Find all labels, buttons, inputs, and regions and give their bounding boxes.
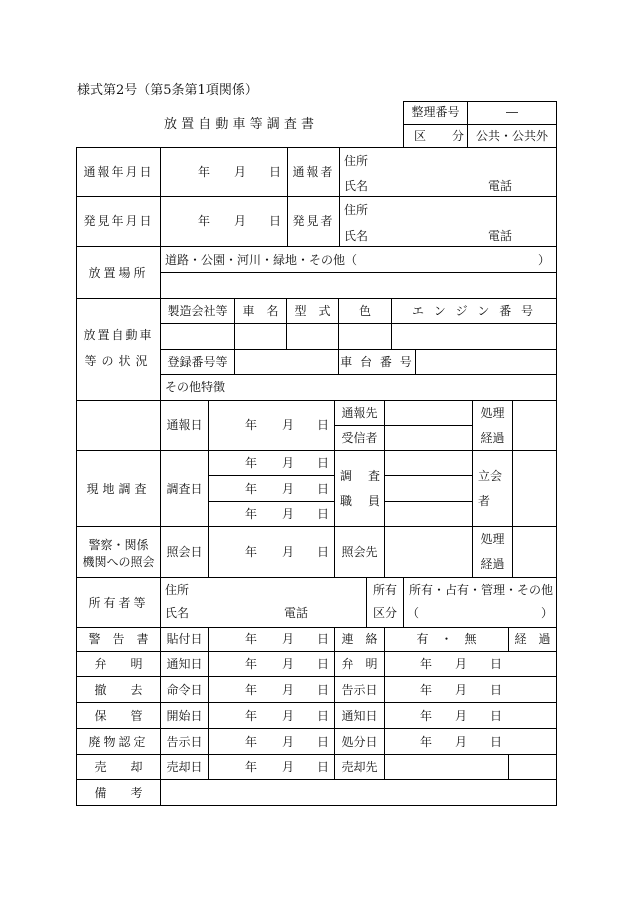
waste-cert-month: 月 bbox=[282, 735, 295, 749]
survey-date-label: 調査日 bbox=[166, 482, 203, 496]
sale-month: 月 bbox=[282, 760, 295, 774]
owner-class-open-paren: （ bbox=[407, 606, 420, 620]
owner-class-close-paren: ） bbox=[541, 606, 554, 620]
survey-row3-month: 月 bbox=[282, 507, 295, 521]
waste-cert-label: 廃物認定 bbox=[88, 735, 149, 749]
notify-year: 年 bbox=[245, 418, 258, 432]
storage-mid-month: 月 bbox=[455, 709, 468, 723]
survey-staff-label-1b: 査 bbox=[368, 469, 381, 483]
explanation-mid-label: 弁 明 bbox=[341, 657, 378, 671]
warning-day: 日 bbox=[317, 632, 330, 646]
other-features-label: その他特徴 bbox=[165, 380, 226, 394]
storage-mid-label: 通知日 bbox=[341, 709, 378, 723]
owner-class-label-2: 区分 bbox=[372, 606, 397, 620]
survey-row2-year: 年 bbox=[245, 482, 258, 496]
owner-class-label-1: 所有 bbox=[372, 583, 397, 597]
color-header: 色 bbox=[358, 304, 371, 318]
kubun-label-1: 区 bbox=[414, 129, 427, 143]
storage-mid-year: 年 bbox=[420, 709, 433, 723]
kubun-value: 公共・公共外 bbox=[475, 129, 548, 143]
survey-witness-label-2: 者 bbox=[478, 494, 491, 508]
vehicle-label-1: 放置自動車 bbox=[83, 328, 154, 342]
waste-cert-mid-year: 年 bbox=[420, 735, 433, 749]
police-year: 年 bbox=[245, 545, 258, 559]
removal-date-label: 命令日 bbox=[166, 683, 203, 697]
discovery-date-label: 発見年月日 bbox=[83, 214, 154, 228]
warning-date-label: 貼付日 bbox=[166, 632, 203, 646]
discovery-month: 月 bbox=[234, 214, 247, 228]
explanation-mid-month: 月 bbox=[455, 657, 468, 671]
removal-mid-label: 告示日 bbox=[341, 683, 378, 697]
seiri-label: 整理番号 bbox=[411, 105, 460, 119]
page-title: 放 置 自 動 車 等 調 査 書 bbox=[164, 117, 315, 132]
report-month: 月 bbox=[234, 165, 247, 179]
vehicle-label-2: 等の状況 bbox=[84, 354, 153, 368]
removal-label: 撤 去 bbox=[94, 683, 143, 697]
survey-staff-label-2b: 員 bbox=[368, 494, 381, 508]
sale-dest-label: 売却先 bbox=[341, 760, 378, 774]
police-day: 日 bbox=[317, 545, 330, 559]
waste-cert-year: 年 bbox=[245, 735, 258, 749]
discovery-year: 年 bbox=[198, 214, 211, 228]
explanation-label: 弁 明 bbox=[94, 657, 143, 671]
survey-row1-month: 月 bbox=[282, 456, 295, 470]
report-year: 年 bbox=[198, 165, 211, 179]
report-day: 日 bbox=[269, 165, 282, 179]
engine-number-header: エ ン ジ ン 番 号 bbox=[411, 304, 537, 318]
explanation-mid-year: 年 bbox=[420, 657, 433, 671]
removal-mid-year: 年 bbox=[420, 683, 433, 697]
discoverer-label: 発見者 bbox=[292, 214, 335, 228]
waste-cert-date-label: 告示日 bbox=[166, 735, 203, 749]
explanation-mid-day: 日 bbox=[490, 657, 503, 671]
sale-year: 年 bbox=[245, 760, 258, 774]
survey-row3-day: 日 bbox=[317, 507, 330, 521]
removal-month: 月 bbox=[282, 683, 295, 697]
storage-label: 保 管 bbox=[94, 709, 143, 723]
owner-label: 所有者等 bbox=[88, 596, 149, 610]
reporter-phone-label: 電話 bbox=[488, 179, 513, 193]
reporter-label: 通報者 bbox=[292, 165, 335, 179]
survey-row2-month: 月 bbox=[282, 482, 295, 496]
reporter-address-label: 住所 bbox=[344, 154, 369, 168]
warning-year: 年 bbox=[245, 632, 258, 646]
waste-cert-mid-day: 日 bbox=[490, 735, 503, 749]
discoverer-phone-label: 電話 bbox=[488, 229, 513, 243]
survey-label: 現地調査 bbox=[86, 482, 151, 496]
removal-year: 年 bbox=[245, 683, 258, 697]
car-name-header: 車 名 bbox=[242, 304, 279, 318]
place-label: 放置場所 bbox=[88, 266, 149, 280]
warning-month: 月 bbox=[282, 632, 295, 646]
waste-cert-mid-month: 月 bbox=[455, 735, 468, 749]
explanation-date-label: 通知日 bbox=[166, 657, 203, 671]
report-date-label: 通報年月日 bbox=[83, 165, 154, 179]
waste-cert-mid-label: 処分日 bbox=[341, 735, 378, 749]
owner-class-options: 所有・占有・管理・その他 bbox=[409, 583, 554, 597]
explanation-day: 日 bbox=[317, 657, 330, 671]
police-date-label: 照会日 bbox=[166, 545, 203, 559]
seiri-value: ― bbox=[506, 105, 518, 119]
police-label-1: 警察・関係 bbox=[88, 538, 149, 552]
police-dest-label: 照会先 bbox=[341, 545, 378, 559]
storage-day: 日 bbox=[317, 709, 330, 723]
survey-witness-label-1: 立会 bbox=[478, 469, 503, 483]
notify-month: 月 bbox=[282, 418, 295, 432]
removal-mid-month: 月 bbox=[455, 683, 468, 697]
warning-progress-label: 経 過 bbox=[514, 632, 551, 646]
police-label-2: 機関への照会 bbox=[82, 555, 155, 569]
sale-day: 日 bbox=[317, 760, 330, 774]
owner-phone-label: 電話 bbox=[284, 606, 309, 620]
discoverer-name-label: 氏名 bbox=[344, 229, 369, 243]
survey-row3-year: 年 bbox=[245, 507, 258, 521]
notify-process-label-1: 処理 bbox=[480, 406, 505, 420]
removal-day: 日 bbox=[317, 683, 330, 697]
discovery-day: 日 bbox=[269, 214, 282, 228]
sale-label: 売 却 bbox=[94, 760, 143, 774]
explanation-year: 年 bbox=[245, 657, 258, 671]
storage-year: 年 bbox=[245, 709, 258, 723]
survey-row2-day: 日 bbox=[317, 482, 330, 496]
maker-header: 製造会社等 bbox=[167, 304, 228, 318]
storage-month: 月 bbox=[282, 709, 295, 723]
place-options: 道路・公園・河川・緑地・その他（ bbox=[165, 253, 358, 267]
explanation-month: 月 bbox=[282, 657, 295, 671]
contact-label: 連 絡 bbox=[341, 632, 378, 646]
notify-date-label: 通報日 bbox=[166, 418, 203, 432]
storage-mid-day: 日 bbox=[490, 709, 503, 723]
notify-dest-label: 通報先 bbox=[341, 406, 378, 420]
owner-name-label: 氏名 bbox=[165, 606, 190, 620]
survey-row1-year: 年 bbox=[245, 456, 258, 470]
remarks-label: 備 考 bbox=[94, 786, 143, 800]
notify-day: 日 bbox=[317, 418, 330, 432]
reporter-name-label: 氏名 bbox=[344, 179, 369, 193]
chassis-number-label: 車 台 番 号 bbox=[340, 355, 414, 369]
notify-process-label-2: 経過 bbox=[480, 431, 505, 445]
owner-address-label: 住所 bbox=[165, 583, 190, 597]
warning-label: 警 告 書 bbox=[88, 632, 149, 646]
contact-value: 有 ・ 無 bbox=[416, 632, 477, 646]
survey-staff-label-1: 調 bbox=[340, 469, 353, 483]
notify-receiver-label: 受信者 bbox=[341, 431, 378, 445]
removal-mid-day: 日 bbox=[490, 683, 503, 697]
registration-number-label: 登録番号等 bbox=[167, 355, 228, 369]
discoverer-address-label: 住所 bbox=[344, 203, 369, 217]
kubun-label-2: 分 bbox=[452, 129, 465, 143]
survey-staff-label-2: 職 bbox=[340, 494, 353, 508]
waste-cert-day: 日 bbox=[317, 735, 330, 749]
police-process-label-2: 経過 bbox=[480, 557, 505, 571]
model-header: 型 式 bbox=[294, 304, 331, 318]
police-process-label-1: 処理 bbox=[480, 532, 505, 546]
storage-date-label: 開始日 bbox=[166, 709, 203, 723]
form-reference: 様式第2号（第5条第1項関係） bbox=[77, 83, 258, 98]
place-close-paren: ） bbox=[538, 253, 551, 267]
survey-row1-day: 日 bbox=[317, 456, 330, 470]
sale-date-label: 売却日 bbox=[166, 760, 203, 774]
police-month: 月 bbox=[282, 545, 295, 559]
